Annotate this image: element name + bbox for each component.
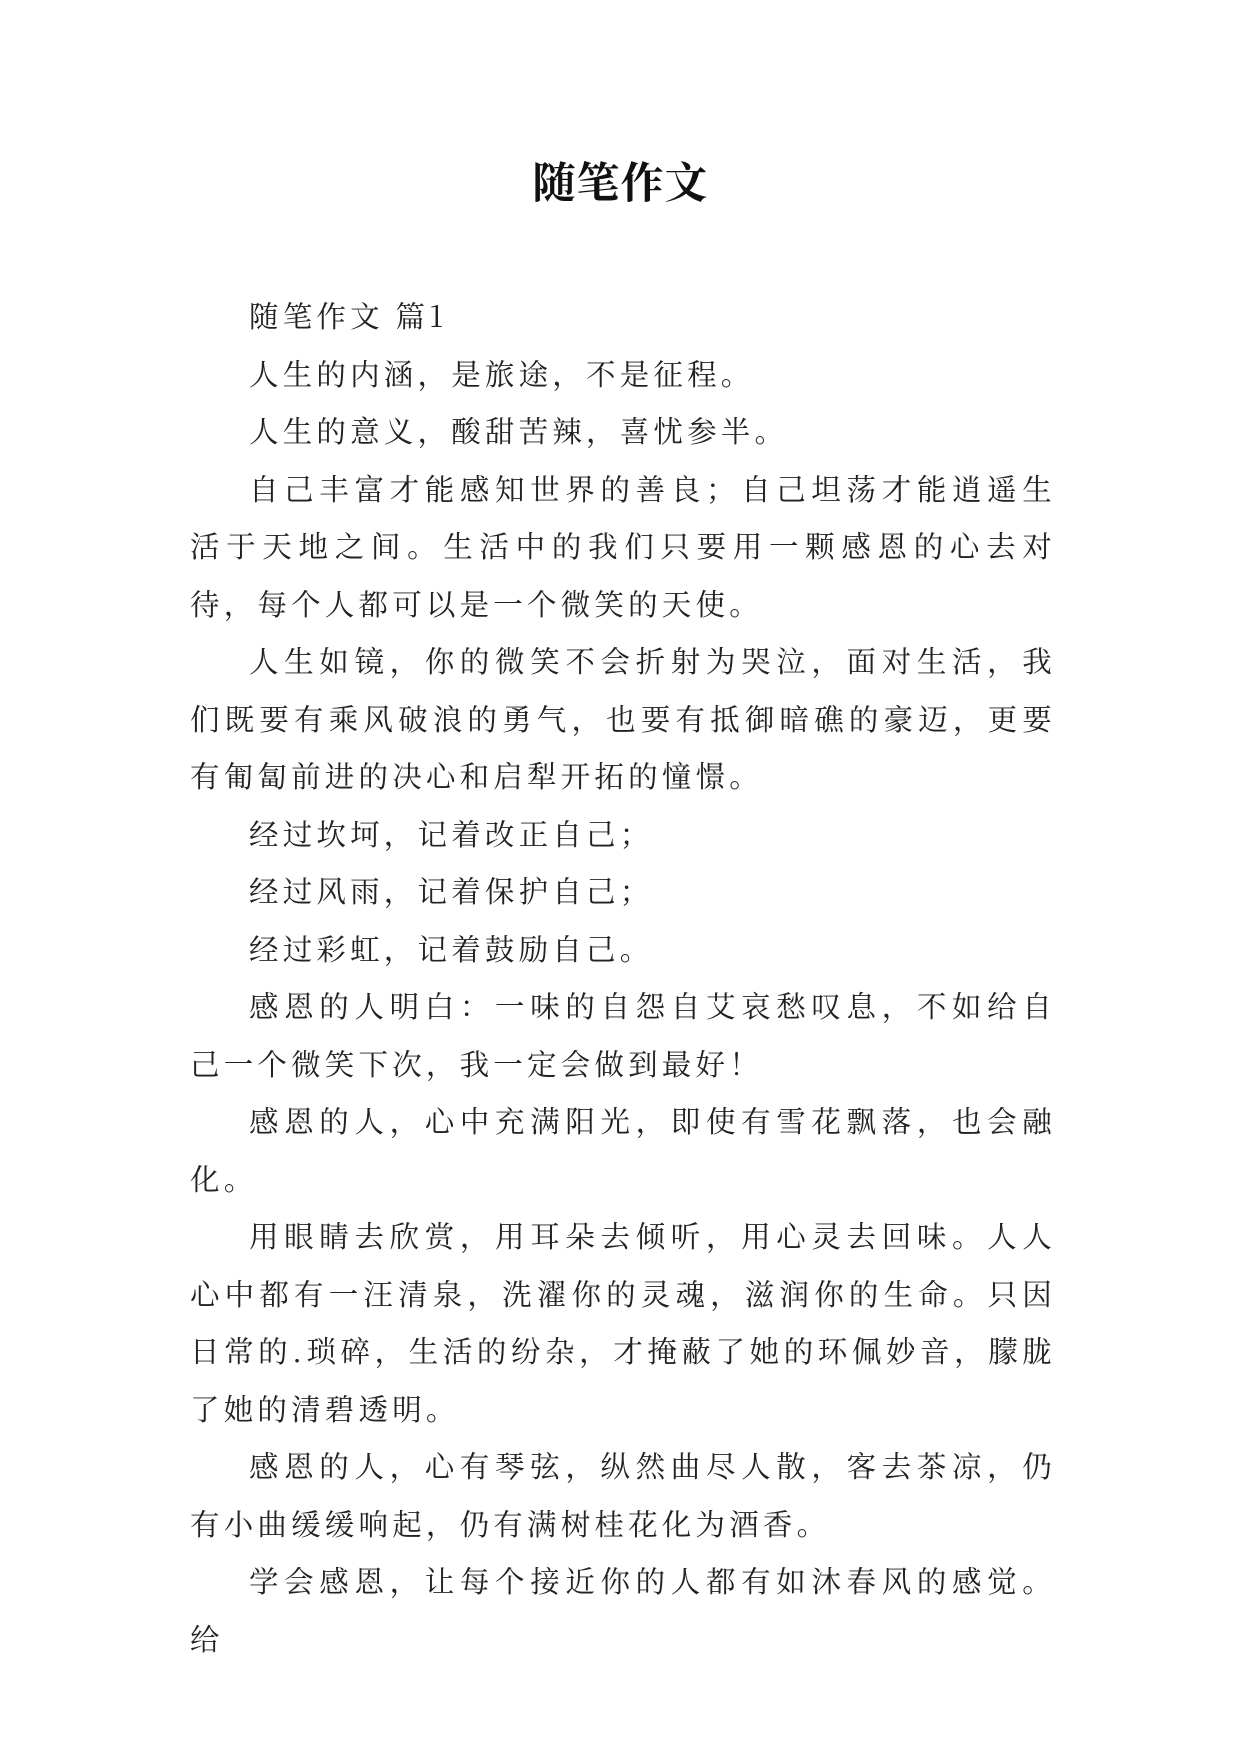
section-heading: 随笔作文 篇1 xyxy=(249,294,448,336)
document-title: 随笔作文 xyxy=(532,150,709,211)
paragraph: 人生的意义，酸甜苦辣，喜忧参半。 xyxy=(249,409,789,451)
paragraph: 经过彩虹，记着鼓励自己。 xyxy=(249,926,654,969)
paragraph: 感恩的人，心中充满阳光，即使有雪花飘落，也会融化。 xyxy=(190,1099,1056,1199)
paragraph: 经过风雨，记着保护自己； xyxy=(249,869,654,911)
paragraph: 自己丰富才能感知世界的善良；自己坦荡才能逍遥生活于天地之间。生活中的我们只要用一颗感恩的心去对待，每个人都可以是一个微笑的天使。 xyxy=(190,466,1056,624)
paragraph: 人生的内涵，是旅途，不是征程。 xyxy=(249,351,755,394)
paragraph: 感恩的人，心有琴弦，纵然曲尽人散，客去茶凉，仍有小曲缓缓响起，仍有满树桂花化为酒香。 xyxy=(190,1444,1056,1544)
paragraph: 学会感恩，让每个接近你的人都有如沐春风的感觉。给 xyxy=(190,1559,1056,1659)
paragraph: 经过坎坷，记着改正自己； xyxy=(249,811,654,854)
paragraph: 用眼睛去欣赏，用耳朵去倾听，用心灵去回味。人人心中都有一汪清泉，洗濯你的灵魂，滋润你的生命。只因日常的.琐碎，生活的纷杂，才掩蔽了她的环佩妙音，朦胧了她的清碧透明。 xyxy=(190,1214,1056,1429)
document-body xyxy=(190,287,1056,1667)
paragraph: 人生如镜，你的微笑不会折射为哭泣，面对生活，我们既要有乘风破浪的勇气，也要有抵御暗礁的豪迈，更要有匍匐前进的决心和启犁开拓的憧憬。 xyxy=(190,639,1056,796)
paragraph: 感恩的人明白：一味的自怨自艾哀愁叹息，不如给自己一个微笑下次，我一定会做到最好！ xyxy=(190,984,1056,1084)
